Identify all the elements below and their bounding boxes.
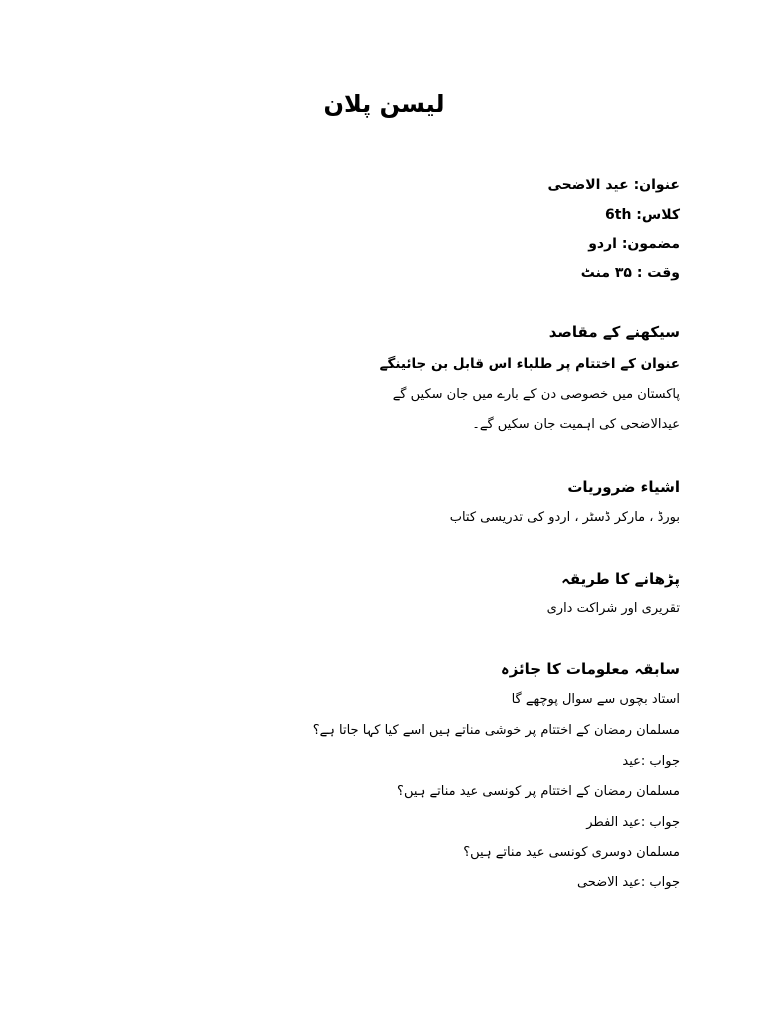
class-label: کلاس: [636,207,680,223]
objectives-heading: سیکھنے کے مقاصد [548,323,680,341]
method-heading: پڑھانے کا طریقہ [561,570,680,588]
objective-item: عیدالاضحی کی اہمیت جان سکیں گے۔ [472,417,680,432]
class-value: 6th [605,207,632,223]
method-text: تقریری اور شراکت داری [546,601,680,616]
review-line: مسلمان دوسری کونسی عید مناتے ہیں؟ [463,845,680,860]
review-line: جواب :عید الفطر [586,815,680,830]
materials-heading: اشیاء ضروریات [567,478,680,496]
review-line: مسلمان رمضان کے اختتام پر کونسی عید مناتے ہیں؟ [397,784,680,799]
review-heading: سابقہ معلومات کا جائزہ [500,660,680,678]
review-line: جواب :عید [622,754,680,769]
subject-line: مضمون: اردو [588,236,680,252]
materials-text: بورڈ ، مارکر ڈسٹر ، اردو کی تدریسی کتاب [449,510,680,525]
page-title: لیسن پلان [323,90,445,118]
time-line: وقت : ۳۵ منٹ [580,265,680,281]
objectives-subheading: عنوان کے اختتام پر طلباء اس قابل بن جائینگے [379,356,680,372]
review-line: مسلمان رمضان کے اختتام پر خوشی مناتے ہیں اسے کیا کہا جاتا ہے؟ [312,723,680,738]
objective-item: پاکستان میں خصوصی دن کے بارے میں جان سکیں گے [392,387,680,402]
review-line: استاد بچوں سے سوال پوچھے گا [511,692,680,707]
review-line: جواب :عید الاضحی [576,875,680,890]
class-line [605,207,680,224]
topic-line: عنوان: عید الاضحی [547,177,680,193]
